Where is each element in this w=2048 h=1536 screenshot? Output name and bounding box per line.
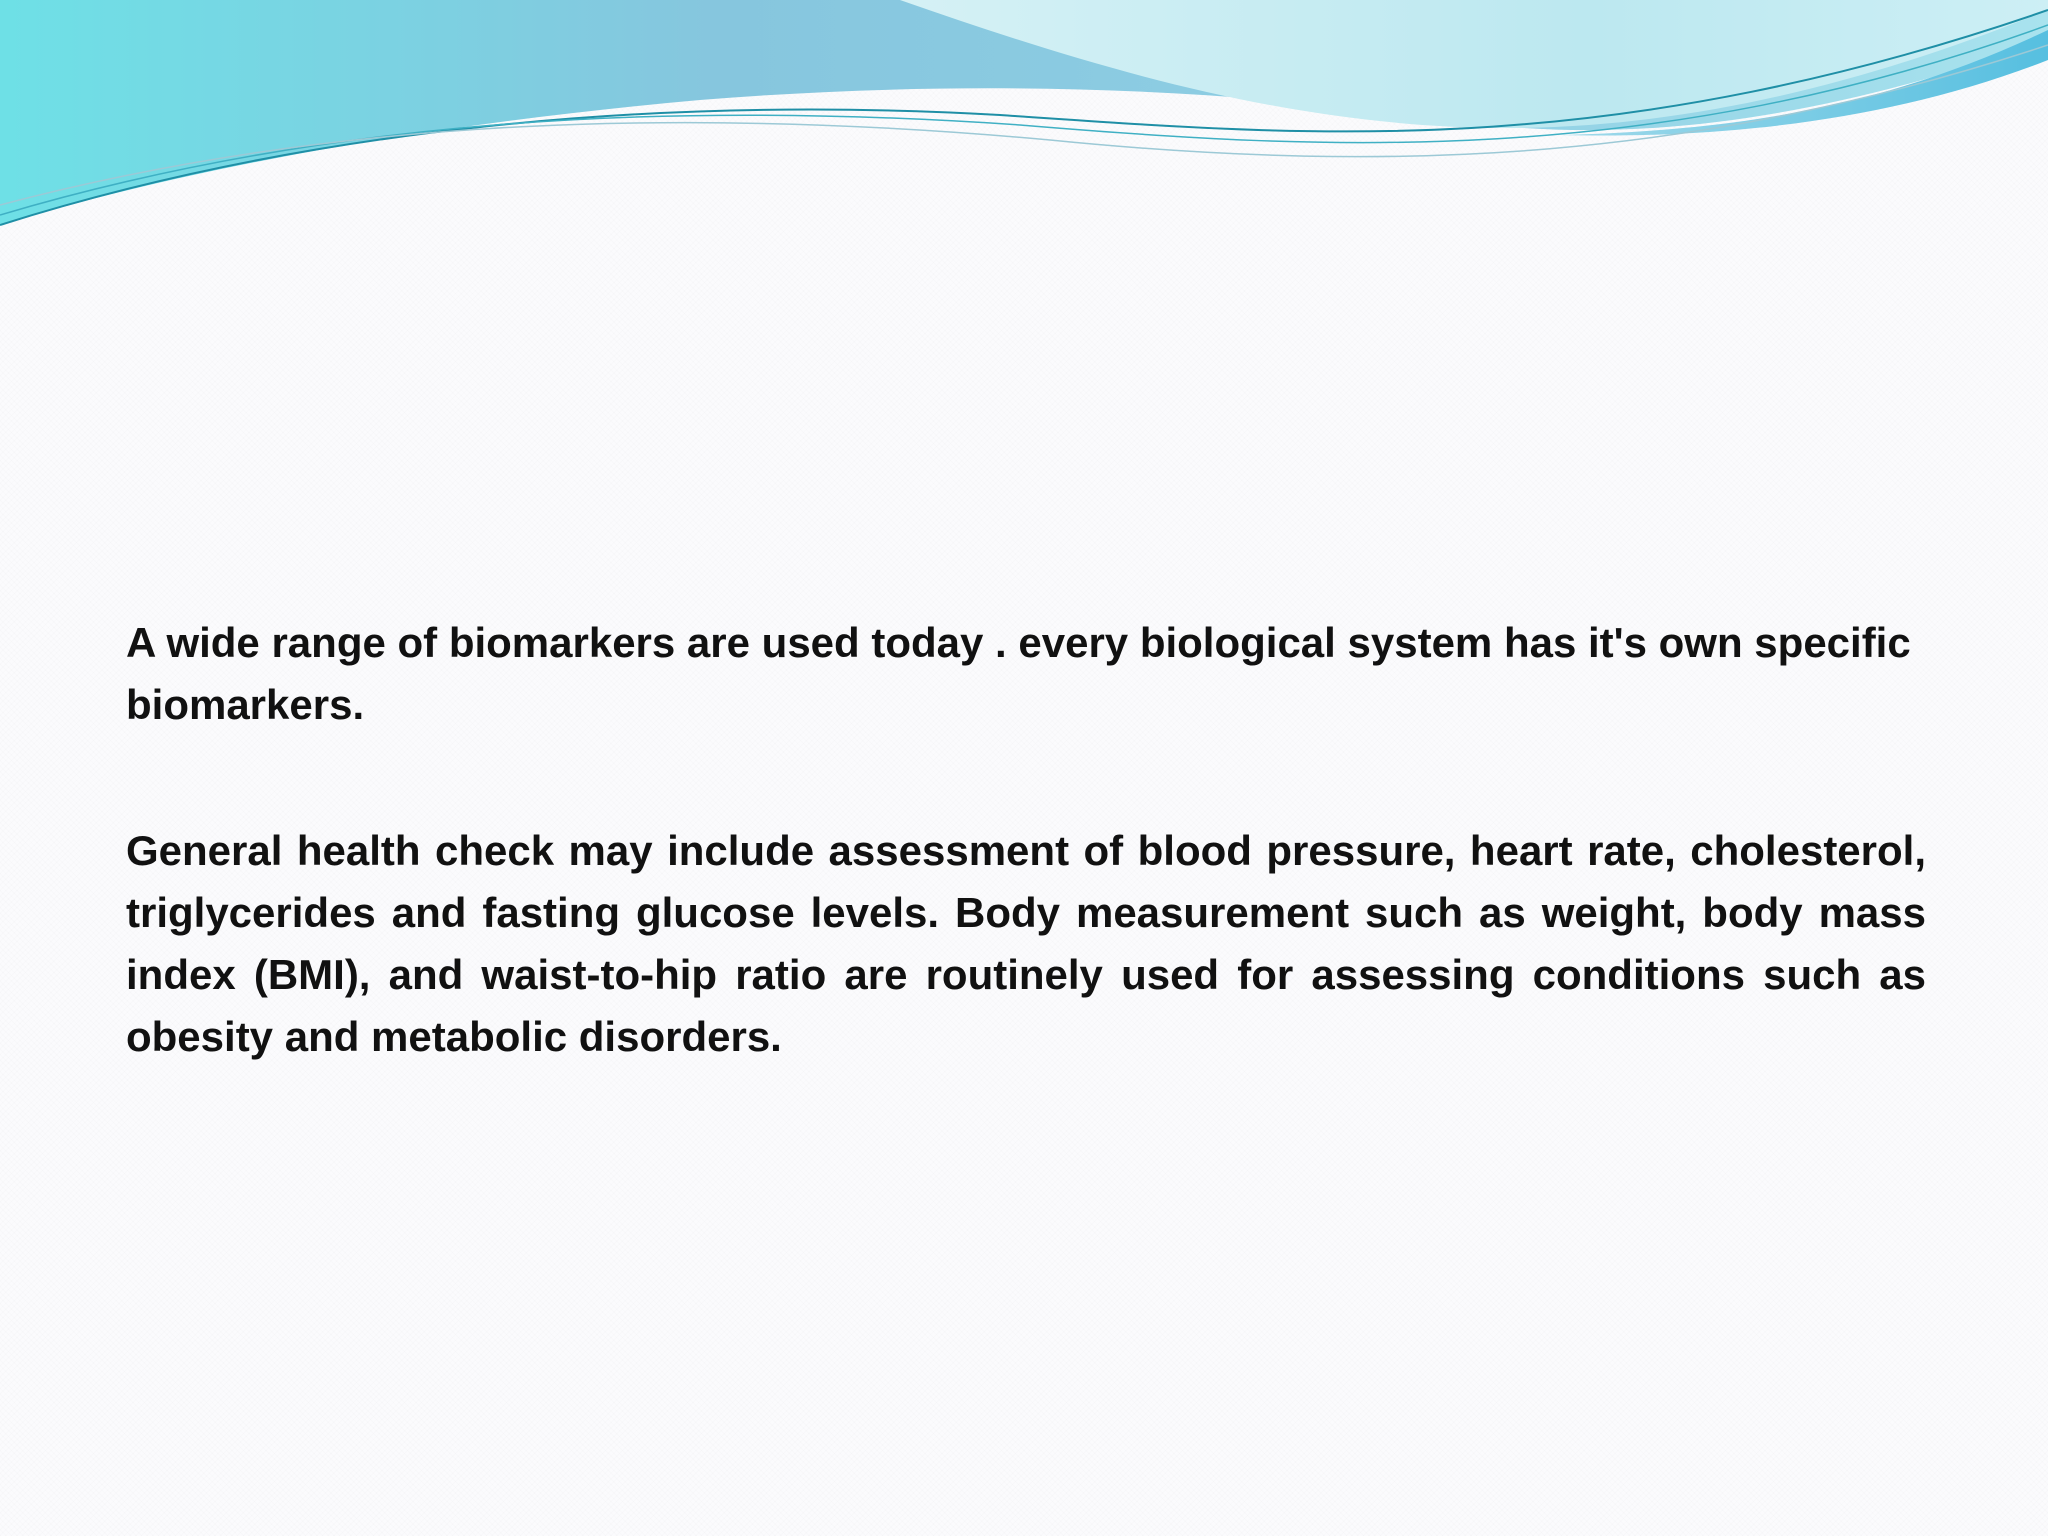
paragraph-biomarkers-intro: A wide range of biomarkers are used today . every biological system has it's own specific biomarkers.: [126, 619, 1911, 728]
slide-body: [126, 612, 1926, 1068]
paragraph-health-check: General health check may include assessment of blood pressure, heart rate, cholesterol, triglycerides and fasting glucose levels. Body measurement such as weight, body mass index (BMI), and waist-to-hip ratio are routinely used for assessing conditions such as obesity and metabolic disorders.: [126, 827, 1926, 1060]
wave-header-decoration: [0, 0, 2048, 240]
